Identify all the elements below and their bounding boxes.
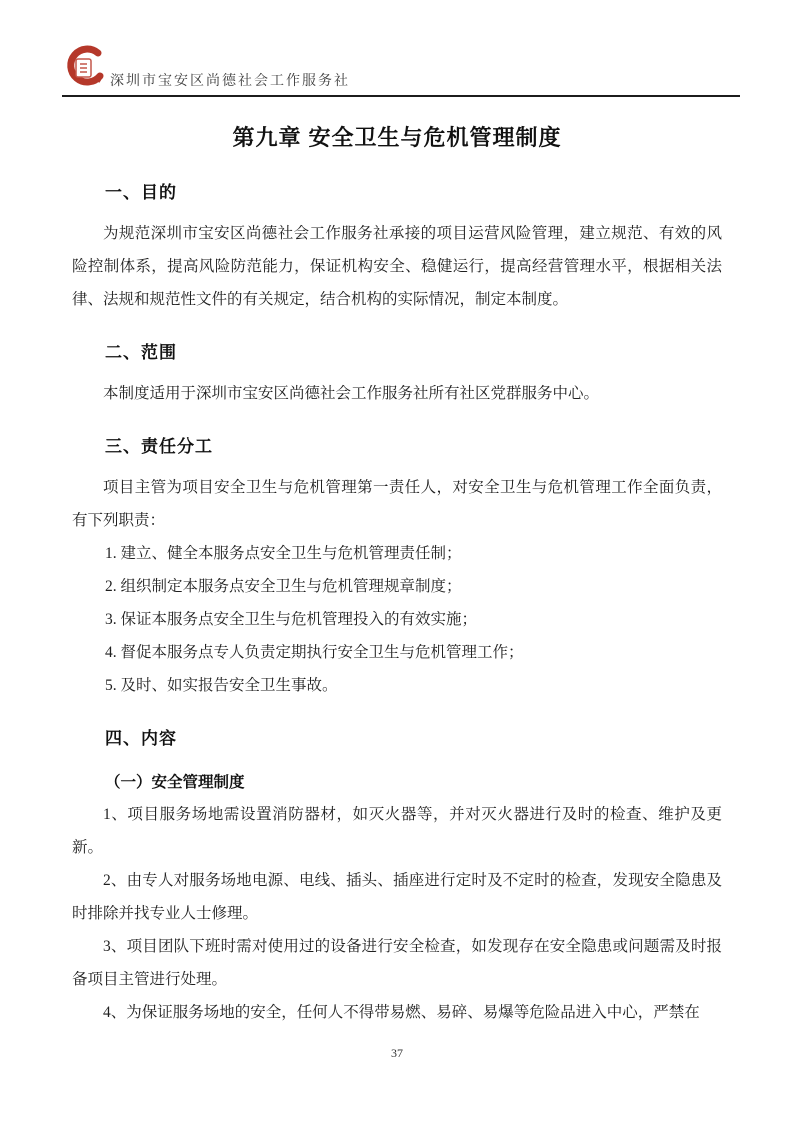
org-logo-icon (62, 44, 108, 92)
document-title: 第九章 安全卫生与危机管理制度 (232, 125, 562, 150)
paragraph-safety-1: 1、项目服务场地需设置消防器材，如灭火器等，并对灭火器进行及时的检查、维护及更新。 (72, 806, 722, 856)
page-number: 37 (391, 1046, 403, 1060)
list-item: 5. 及时、如实报告安全卫生事故。 (105, 677, 338, 694)
list-item: 3. 保证本服务点安全卫生与危机管理投入的有效实施； (105, 611, 478, 628)
subsection-heading-safety-system: （一）安全管理制度 (105, 774, 245, 791)
list-item: 4. 督促本服务点专人负责定期执行安全卫生与危机管理工作； (105, 644, 524, 661)
section-heading-scope: 二、范围 (105, 343, 177, 362)
paragraph-responsibility-intro: 项目主管为项目安全卫生与危机管理第一责任人，对安全卫生与危机管理工作全面负责，有下列职责： (72, 479, 722, 529)
paragraph-safety-2: 2、由专人对服务场地电源、电线、插头、插座进行定时及不定时的检查，发现安全隐患及时排除并找专业人士修理。 (72, 872, 722, 922)
list-item: 1. 建立、健全本服务点安全卫生与危机管理责任制； (105, 545, 462, 562)
page-header (62, 44, 740, 97)
paragraph-purpose: 为规范深圳市宝安区尚德社会工作服务社承接的项目运营风险管理，建立规范、有效的风险控制体系，提高风险防范能力，保证机构安全、稳健运行，提高经营管理水平，根据相关法律、法规和规范性文件的有关规定，结合机构的实际情况，制定本制度。 (72, 225, 722, 308)
section-heading-content: 四、内容 (105, 729, 177, 748)
paragraph-safety-3: 3、项目团队下班时需对使用过的设备进行安全检查，如发现存在安全隐患或问题需及时报备项目主管进行处理。 (72, 938, 722, 988)
list-item: 2. 组织制定本服务点安全卫生与危机管理规章制度； (105, 578, 462, 595)
section-heading-responsibility: 三、责任分工 (105, 437, 213, 456)
org-name: 深圳市宝安区尚德社会工作服务社 (110, 74, 350, 89)
responsibility-list (72, 537, 722, 702)
paragraph-scope: 本制度适用于深圳市宝安区尚德社会工作服务社所有社区党群服务中心。 (103, 385, 600, 402)
page-footer (0, 1046, 794, 1061)
paragraph-safety-4: 4、为保证服务场地的安全，任何人不得带易燃、易碎、易爆等危险品进入中心，严禁在 (103, 1004, 700, 1021)
section-heading-purpose: 一、目的 (105, 183, 177, 202)
